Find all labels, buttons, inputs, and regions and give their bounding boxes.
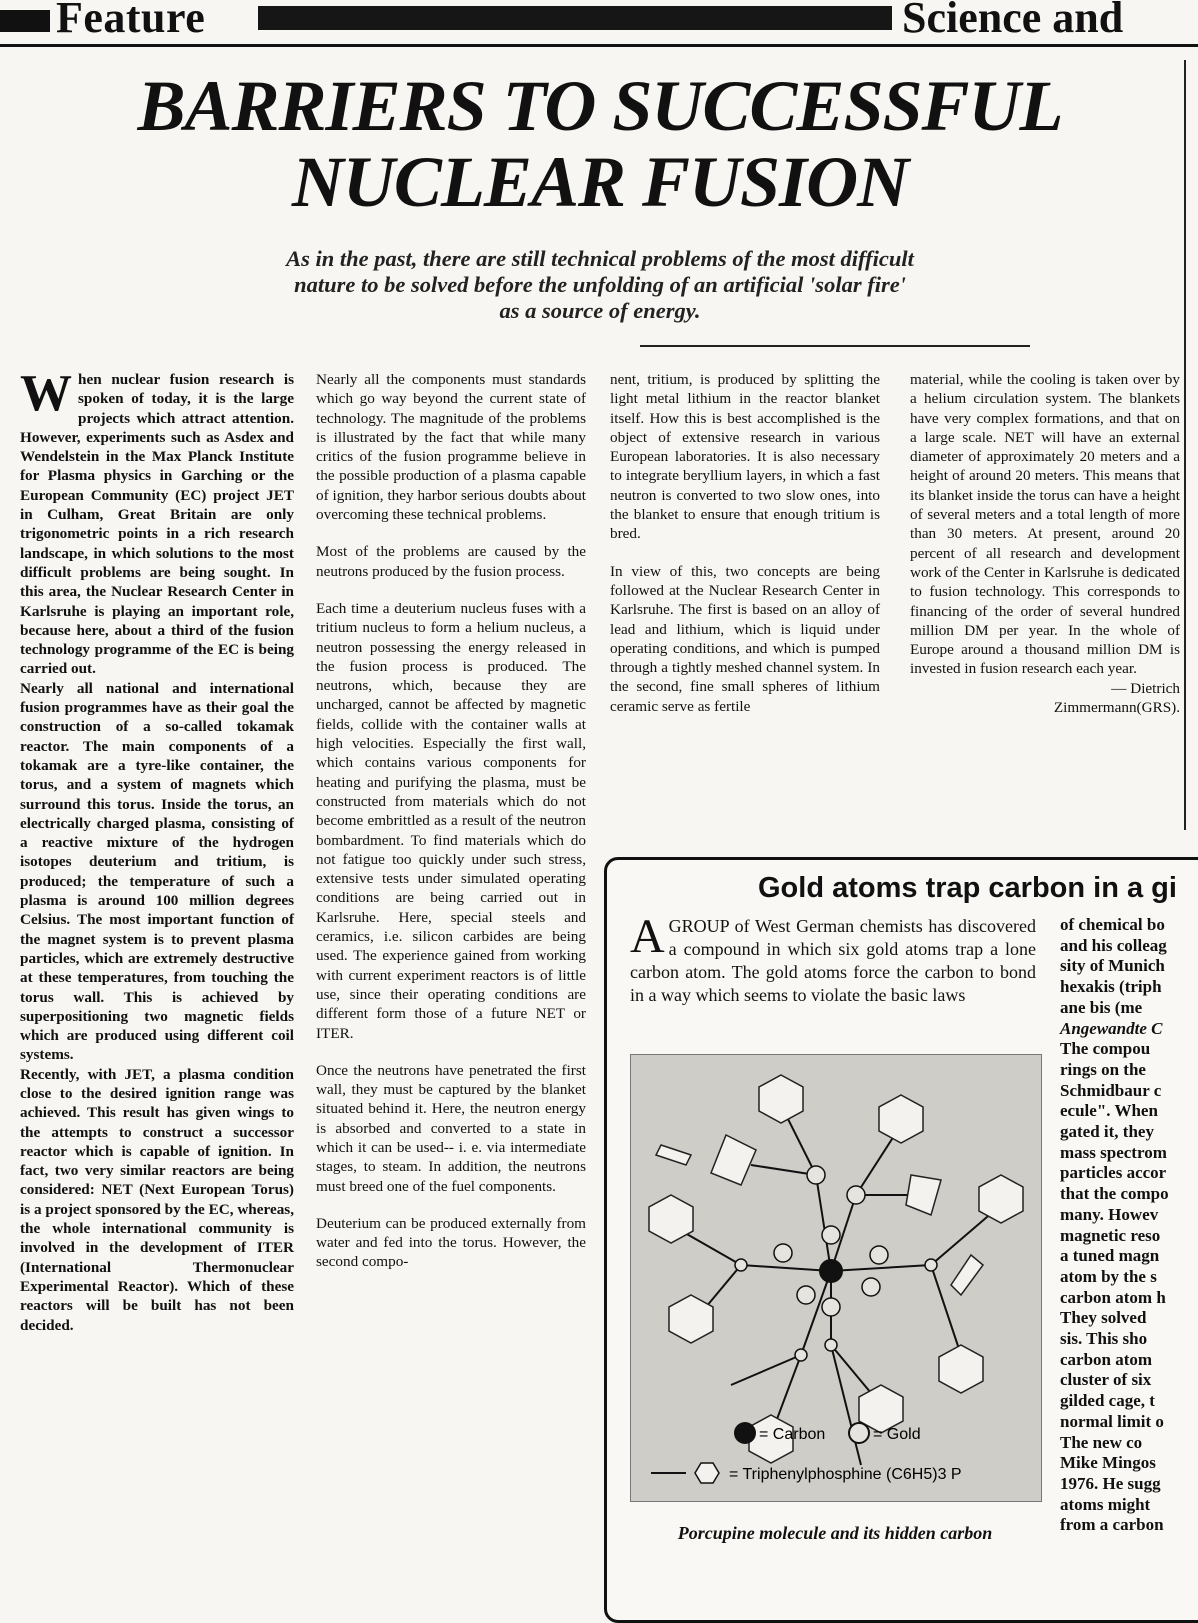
header-rule-bar [258, 6, 892, 30]
carbon-legend-icon [734, 1422, 756, 1444]
figure-caption: Porcupine molecule and its hidden carbon [677, 1523, 993, 1543]
text-line: many. Howev [1060, 1204, 1159, 1224]
legend-gold: = Gold [873, 1426, 921, 1443]
text-line: 1976. He sugg [1060, 1473, 1161, 1493]
paragraph: Nearly all the components must standards which go way beyond the current state of technology. The magnitude of the problems is illustrated by the fact that while many critics of the fusion programme believe in the possible production of a plasma capable of ignition, they harbor serious doubts about overcoming these technical problems. [316, 371, 586, 524]
text-line: sis. This sho [1060, 1329, 1148, 1349]
text-line: ecule". When [1060, 1101, 1158, 1121]
text-line: carbon atom h [1060, 1287, 1166, 1307]
author-signature-line-2: Zimmermann(GRS). [1053, 699, 1180, 717]
article-column-3 [610, 370, 880, 716]
section-label-science: Science and [902, 0, 1124, 42]
sidebar-headline: Gold atoms trap carbon in a gi [758, 872, 1177, 904]
paragraph: Recently, with JET, a plasma condition close to the desired ignition range was achieved. This result has given wings to the attempts to construct a successor reactor which is capable of ignition. In fact, two very similar reactors are being considered: NET (Next European Torus) is a project sponsored by the EC, whereas, the whole international community is involved in the development of ITER (International Thermonuclear Experimental Reactor). Which of these reactors will be built has not been decided. [20, 1065, 294, 1334]
section-label-feature: Feature [56, 0, 206, 42]
gold-legend-icon [849, 1423, 869, 1443]
paragraph: Once the neutrons have penetrated the first wall, they must be captured by the blanket situated behind it. Here, the neutron energy is absorbed and converted to a state in which it can be used-- i. e. via intermediate stages, to steam. In addition, the neutrons must breed one of the fuel components. [316, 1061, 586, 1195]
standfirst-line-1: As in the past, there are still technical problems of the most difficult [286, 246, 914, 271]
text-line: ane bis (me [1060, 997, 1143, 1017]
paragraph: nent, tritium, is produced by splitting the light metal lithium in the reactor blanket itself. How this is best accomplished is the object of extensive research in various European laboratories. It is also necessary to integrate beryllium layers, in which a fast neutron is converted to two slow ones, into the blanket to ensure that enough tritium is bred. [610, 371, 880, 543]
text-line: Angewandte C [1060, 1018, 1163, 1038]
legend-phosphine: = Triphenylphosphine (C6H5)3 P [729, 1466, 962, 1483]
author-signature-line-1: — Dietrich [1111, 679, 1180, 697]
molecule-diagram [631, 1055, 1041, 1501]
text-line: cluster of six [1060, 1370, 1152, 1390]
article-standfirst [150, 246, 1050, 324]
standfirst-line-3: as a source of energy. [499, 298, 701, 323]
paragraph: Deuterium can be produced externally from water and fed into the torus. However, the second compo- [316, 1214, 586, 1271]
legend-carbon: = Carbon [759, 1426, 826, 1443]
sidebar-right-column [1060, 915, 1198, 1536]
drop-cap: W [20, 365, 72, 422]
text-line: sity of Munich [1060, 956, 1165, 976]
sidebar-lead-text: GROUP of West German chemists has discovered a compound in which six gold atoms trap a lone carbon atom. The gold atoms force the carbon to bond in a way which seems to violate the basic laws [630, 916, 1036, 1005]
text-line: that the compo [1060, 1184, 1169, 1204]
text-line: Mike Mingos [1060, 1453, 1156, 1473]
column-divider [1184, 60, 1186, 830]
text-line: The compou [1060, 1039, 1151, 1059]
text-line: and his colleag [1060, 935, 1167, 955]
header-block-icon [0, 10, 50, 32]
headline-line-2: NUCLEAR FUSION [291, 142, 909, 222]
phenyl-legend-icon [695, 1463, 719, 1483]
text-line: They solved [1060, 1308, 1147, 1328]
text-line: of chemical bo [1060, 915, 1165, 934]
text-line: atoms might [1060, 1494, 1151, 1514]
text-line: rings on the [1060, 1059, 1146, 1079]
standfirst-line-2: nature to be solved before the unfolding of an artificial 'solar fire' [294, 272, 906, 297]
paragraph: In view of this, two concepts are being followed at the Nuclear Research Center in Karlsruhe. The first is based on an alloy of lead and lithium, which is liquid under operating conditions, and which is pumped through a tightly meshed channel system. In the second, fine small spheres of lithium ceramic serve as fertile [610, 562, 880, 715]
paragraph: material, while the cooling is taken over by a helium circulation system. The blankets have very complex formations, and that on a large scale. NET will have an external diameter of approximately 20 meters and a height of around 20 meters. This means that its blanket inside the torus can have a height of several meters and a total length of more than 30 meters. At present, around 20 percent of all research and development work of the Center in Karlsruhe is dedicated to fusion technology. This corresponds to financing of the order of several hundred million DM per year. In the whole of Europe around a thousand million DM is invested in fusion research each year. [910, 371, 1180, 678]
paragraph: Each time a deuterium nucleus fuses with a tritium nucleus to form a helium nucleus, a neutron possessing the energy released in the fusion process is produced. The neutrons, which, because they are uncharged, cannot be affected by magnetic fields, collide with the container walls at high velocities. Especially the first wall, which contains various components for heating and purifying the plasma, must be constructed from materials which do not become embrittled as a result of the neutron bombardment. To find materials which do not fatigue too quickly under such stress, extensive tests under simulated operating conditions are being carried out in Karlsruhe. Here, special steels and ceramics, i.e. silicon carbides are being used. The experience gained from working with current experiment reactors is of little use, since their operating conditions are different form those of a future NET or ITER. [316, 599, 586, 1042]
text-line: magnetic reso [1060, 1225, 1161, 1245]
article-column-2 [316, 370, 586, 1272]
headline-line-1: BARRIERS TO SUCCESSFUL [137, 66, 1063, 146]
text-line: gated it, they [1060, 1122, 1154, 1142]
text-line: mass spectrom [1060, 1142, 1167, 1162]
text-line: particles accor [1060, 1163, 1167, 1183]
article-column-4 [910, 370, 1180, 717]
standfirst-rule [640, 345, 1030, 347]
sidebar-lead-paragraph [630, 910, 1036, 1007]
paragraph: Most of the problems are caused by the neutrons produced by the fusion process. [316, 543, 586, 580]
text-line: a tuned magn [1060, 1246, 1160, 1266]
text-line: The new co [1060, 1432, 1143, 1452]
paragraph: hen nuclear fusion research is spoken of today, it is the large projects which attract attention. However, experiments such as Asdex and Wendelstein in the Max Planck Institute for Plasma physics in Garching or the European Community (EC) project JET in Culham, Great Britain are only trigonometric points in a rich research landscape, in which solutions to the most difficult problems are being sought. In this area, the Nuclear Research Center in Karlsruhe is playing an important role, because here, about a third of the fusion technology programme of the EC is being carried out. [20, 371, 294, 678]
text-line: atom by the s [1060, 1266, 1157, 1286]
sidebar-drop-cap: A [630, 910, 665, 963]
text-line: carbon atom [1060, 1349, 1153, 1369]
article-column-1 [20, 365, 294, 1335]
molecule-figure [630, 1054, 1042, 1502]
header-divider [0, 44, 1198, 47]
text-line: gilded cage, t [1060, 1391, 1155, 1411]
paragraph: Nearly all national and international fusion programmes have as their goal the construction of a so-called tokamak reactor. The main components of a tokamak are a tyre-like container, the torus, and a system of magnets which surround this torus. Inside the torus, an electrically charged plasma, consisting of a reactive mixture of the hydrogen isotopes deuterium and tritium, is produced; the temperature of such a plasma is around 100 million degrees Celsius. The most important function of the magnet system is to prevent plasma particles, which are extremely destructive at these temperatures, from touching the torus wall. This is achieved by superpositioning two magnetic fields which are produced using different coil systems. [20, 679, 294, 1064]
text-line: normal limit o [1060, 1411, 1164, 1431]
article-headline [20, 68, 1180, 220]
text-line: hexakis (triph [1060, 977, 1162, 997]
text-line: from a carbon [1060, 1515, 1164, 1535]
text-line: Schmidbaur c [1060, 1080, 1162, 1100]
